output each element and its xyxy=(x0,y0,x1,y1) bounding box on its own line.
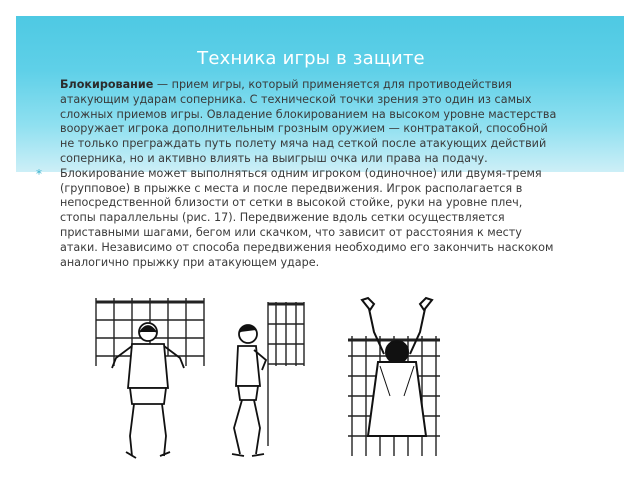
player-front xyxy=(112,323,184,458)
bullet-marker: * xyxy=(36,166,42,181)
player-side xyxy=(232,325,266,456)
bullet-text: Блокирование может выполняться одним игроком (одиночное) или двумя-тремя (групповое) в прыжке с места и после передвижения. Игрок располагается в непосредственной близости от сетки в высокой стойке, руки на уровне плеч, стопы параллельны (рис. 17). Передвижение вдоль сетки осуществляется приставными шагами, бегом или скачком, что зависит от расстояния к месту атаки. Независимо от способа передвижения необходимо его закончить наскоком аналогично прыжку при атакующем ударе. xyxy=(60,166,554,269)
blocking-illustration xyxy=(90,296,450,462)
intro-paragraph xyxy=(60,78,560,167)
intro-text: — прием игры, который применяется для противодействия атакующим ударам соперника. С технической точки зрения это один из самых сложных приемов игры. Овладение блокированием на высоком уровне мастерства вооружает игрока дополнительным грозным оружием — контратакой, способной не только преграждать путь полету мяча над сеткой после атакующих действий соперника, но и активно влиять на выигрыш очка или права на подачу. xyxy=(60,78,557,165)
body-text xyxy=(36,78,560,289)
slide-title: Техника игры в защите xyxy=(197,48,425,69)
bullet-text-clip xyxy=(60,167,560,289)
net-middle xyxy=(268,302,304,446)
bullet-item xyxy=(36,166,560,289)
intro-term: Блокирование xyxy=(60,78,154,91)
